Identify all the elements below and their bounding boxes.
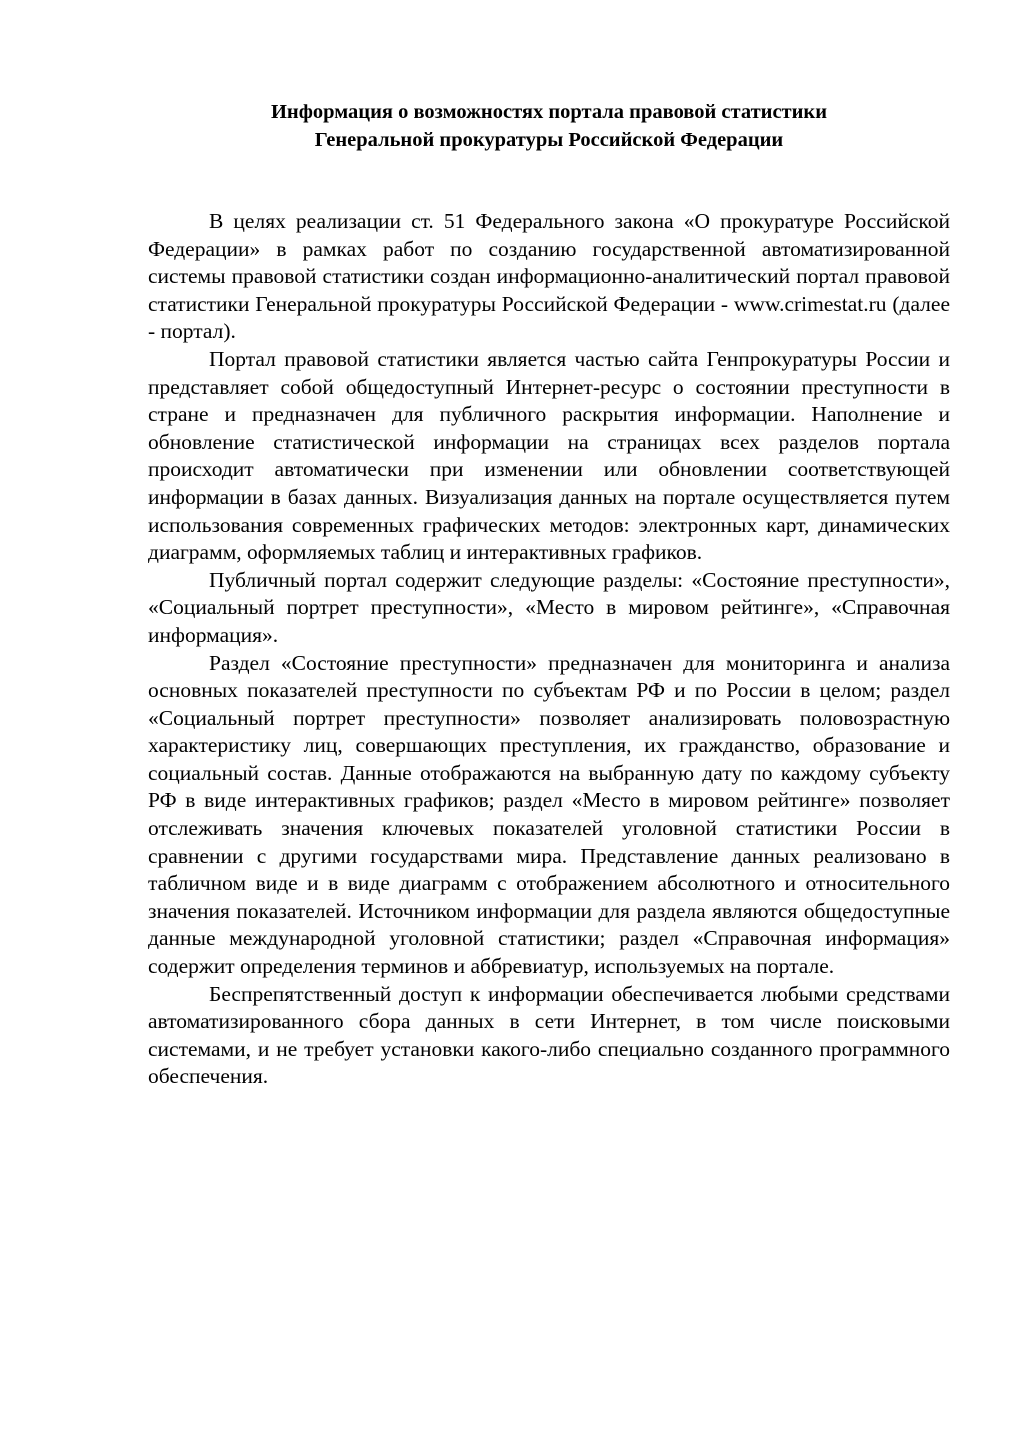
paragraph-purpose: В целях реализации ст. 51 Федерального закона «О прокуратуре Российской Федерации» в рамках работ по созданию государственной автоматизированной системы правовой статистики создан информационно-аналитический портал правовой статистики Генеральной прокуратуры Российской Федерации - www.crimestat.ru (далее - портал). bbox=[148, 209, 950, 344]
document-title-line-1: Информация о возможностях портала правовой статистики bbox=[270, 101, 828, 123]
document-title bbox=[148, 98, 950, 154]
paragraph-access: Беспрепятственный доступ к информации обеспечивается любыми средствами автоматизированного сбора данных в сети Интернет, в том числе поисковыми системами, и не требует установки какого-либо специально созданного программного обеспечения. bbox=[148, 981, 950, 1089]
paragraph-sections-list: Публичный портал содержит следующие разделы: «Состояние преступности», «Социальный портрет преступности», «Место в мировом рейтинге», «Справочная информация». bbox=[148, 567, 950, 647]
paragraph-portal-description: Портал правовой статистики является частью сайта Генпрокуратуры России и представляет собой общедоступный Интернет-ресурс о состоянии преступности в стране и предназначен для публичного раскрытия информации. Наполнение и обновление статистической информации на страницах всех разделов портала происходит автоматически при изменении или обновлении соответствующей информации в базах данных. Визуализация данных на портале осуществляется путем использования современных графических методов: электронных карт, динамических диаграмм, оформляемых таблиц и интерактивных графиков. bbox=[148, 346, 950, 565]
paragraph-sections-details: Раздел «Состояние преступности» предназначен для мониторинга и анализа основных показателей преступности по субъектам РФ и по России в целом; раздел «Социальный портрет преступности» позволяет анализировать половозрастную характеристику лиц, совершающих преступления, их гражданство, образование и социальный состав. Данные отображаются на выбранную дату по каждому субъекту РФ в виде интерактивных графиков; раздел «Место в мировом рейтинге» позволяет отслеживать значения ключевых показателей уголовной статистики России в сравнении с другими государствами мира. Представление данных реализовано в табличном виде и в виде диаграмм с отображением абсолютного и относительного значения показателей. Источником информации для раздела являются общедоступные данные международной уголовной статистики; раздел «Справочная информация» содержит определения терминов и аббревиатур, используемых на портале. bbox=[148, 650, 950, 979]
document-body bbox=[148, 208, 950, 1091]
document-title-line-2: Генеральной прокуратуры Российской Федерации bbox=[314, 129, 784, 151]
